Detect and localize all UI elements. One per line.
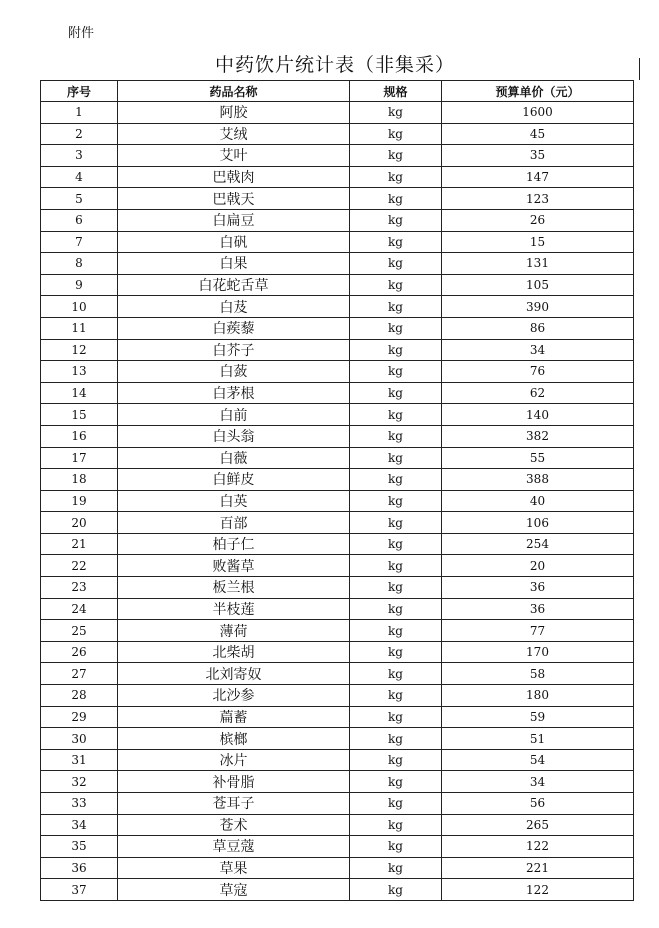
row-index: 22 [41, 555, 118, 577]
table-row [41, 728, 634, 750]
header-budget-price: 预算单价（元） [442, 81, 634, 102]
spec-unit: kg [350, 209, 442, 231]
table-row [41, 317, 634, 339]
budget-price: 265 [442, 814, 634, 836]
row-index: 10 [41, 296, 118, 318]
row-index: 34 [41, 814, 118, 836]
budget-price: 51 [442, 728, 634, 750]
table-row [41, 641, 634, 663]
drug-name: 草豆蔻 [118, 836, 350, 858]
drug-name: 苍术 [118, 814, 350, 836]
spec-unit: kg [350, 361, 442, 383]
drug-name: 槟榔 [118, 728, 350, 750]
row-index: 2 [41, 123, 118, 145]
budget-price: 122 [442, 836, 634, 858]
document-title: 中药饮片统计表（非集采） [214, 54, 455, 76]
table-row [41, 685, 634, 707]
spec-unit: kg [350, 102, 442, 124]
table-row [41, 253, 634, 275]
header-drug-name: 药品名称 [118, 81, 350, 102]
spec-unit: kg [350, 188, 442, 210]
table-row [41, 771, 634, 793]
table-row [41, 879, 634, 901]
spec-unit: kg [350, 404, 442, 426]
table-row [41, 188, 634, 210]
drug-name: 艾绒 [118, 123, 350, 145]
spec-unit: kg [350, 533, 442, 555]
row-index: 9 [41, 274, 118, 296]
row-index: 27 [41, 663, 118, 685]
table-row [41, 296, 634, 318]
drug-name: 白薇 [118, 447, 350, 469]
drug-name: 白茅根 [118, 382, 350, 404]
table-header-row [41, 81, 634, 102]
spec-unit: kg [350, 339, 442, 361]
spec-unit: kg [350, 836, 442, 858]
budget-price: 122 [442, 879, 634, 901]
spec-unit: kg [350, 685, 442, 707]
budget-price: 58 [442, 663, 634, 685]
table-row [41, 793, 634, 815]
budget-price: 105 [442, 274, 634, 296]
spec-unit: kg [350, 382, 442, 404]
drug-name: 白芨 [118, 296, 350, 318]
spec-unit: kg [350, 771, 442, 793]
row-index: 29 [41, 706, 118, 728]
table-row [41, 749, 634, 771]
table-row [41, 102, 634, 124]
spec-unit: kg [350, 296, 442, 318]
budget-price: 35 [442, 145, 634, 167]
row-index: 17 [41, 447, 118, 469]
spec-unit: kg [350, 512, 442, 534]
spec-unit: kg [350, 555, 442, 577]
spec-unit: kg [350, 123, 442, 145]
drug-name: 巴戟肉 [118, 166, 350, 188]
row-index: 19 [41, 490, 118, 512]
row-index: 32 [41, 771, 118, 793]
table-row [41, 274, 634, 296]
spec-unit: kg [350, 706, 442, 728]
budget-price: 34 [442, 339, 634, 361]
drug-name: 草寇 [118, 879, 350, 901]
row-index: 35 [41, 836, 118, 858]
budget-price: 254 [442, 533, 634, 555]
row-index: 33 [41, 793, 118, 815]
spec-unit: kg [350, 749, 442, 771]
budget-price: 26 [442, 209, 634, 231]
spec-unit: kg [350, 728, 442, 750]
drug-name: 阿胶 [118, 102, 350, 124]
drug-name: 巴戟天 [118, 188, 350, 210]
table-row [41, 361, 634, 383]
row-index: 23 [41, 577, 118, 599]
drug-name: 白英 [118, 490, 350, 512]
table-row [41, 209, 634, 231]
row-index: 24 [41, 598, 118, 620]
budget-price: 15 [442, 231, 634, 253]
table-row [41, 836, 634, 858]
herb-price-table [40, 80, 634, 901]
budget-price: 140 [442, 404, 634, 426]
budget-price: 36 [442, 598, 634, 620]
table-row [41, 339, 634, 361]
row-index: 20 [41, 512, 118, 534]
budget-price: 221 [442, 857, 634, 879]
row-index: 30 [41, 728, 118, 750]
row-index: 31 [41, 749, 118, 771]
budget-price: 62 [442, 382, 634, 404]
drug-name: 白矾 [118, 231, 350, 253]
drug-name: 白前 [118, 404, 350, 426]
spec-unit: kg [350, 447, 442, 469]
drug-name: 冰片 [118, 749, 350, 771]
drug-name: 艾叶 [118, 145, 350, 167]
header-spec: 规格 [350, 81, 442, 102]
row-index: 18 [41, 469, 118, 491]
row-index: 11 [41, 317, 118, 339]
budget-price: 106 [442, 512, 634, 534]
budget-price: 59 [442, 706, 634, 728]
row-index: 4 [41, 166, 118, 188]
spec-unit: kg [350, 317, 442, 339]
drug-name: 白蔹 [118, 361, 350, 383]
row-index: 21 [41, 533, 118, 555]
table-row [41, 577, 634, 599]
table-row [41, 231, 634, 253]
budget-price: 147 [442, 166, 634, 188]
budget-price: 76 [442, 361, 634, 383]
table-row [41, 533, 634, 555]
row-index: 8 [41, 253, 118, 275]
drug-name: 白花蛇舌草 [118, 274, 350, 296]
table-row [41, 145, 634, 167]
budget-price: 170 [442, 641, 634, 663]
table-row [41, 166, 634, 188]
spec-unit: kg [350, 231, 442, 253]
drug-name: 薄荷 [118, 620, 350, 642]
budget-price: 36 [442, 577, 634, 599]
spec-unit: kg [350, 490, 442, 512]
spec-unit: kg [350, 793, 442, 815]
budget-price: 56 [442, 793, 634, 815]
table-row [41, 512, 634, 534]
row-index: 5 [41, 188, 118, 210]
title-border-mark [639, 58, 640, 80]
row-index: 14 [41, 382, 118, 404]
spec-unit: kg [350, 857, 442, 879]
drug-name: 白鲜皮 [118, 469, 350, 491]
drug-name: 板兰根 [118, 577, 350, 599]
row-index: 6 [41, 209, 118, 231]
drug-name: 苍耳子 [118, 793, 350, 815]
drug-name: 白果 [118, 253, 350, 275]
table-row [41, 469, 634, 491]
drug-name: 柏子仁 [118, 533, 350, 555]
budget-price: 34 [442, 771, 634, 793]
table-row [41, 404, 634, 426]
row-index: 13 [41, 361, 118, 383]
spec-unit: kg [350, 641, 442, 663]
drug-name: 草果 [118, 857, 350, 879]
spec-unit: kg [350, 145, 442, 167]
budget-price: 388 [442, 469, 634, 491]
table-row [41, 706, 634, 728]
budget-price: 54 [442, 749, 634, 771]
row-index: 26 [41, 641, 118, 663]
budget-price: 77 [442, 620, 634, 642]
table-row [41, 382, 634, 404]
budget-price: 1600 [442, 102, 634, 124]
drug-name: 半枝莲 [118, 598, 350, 620]
table-row [41, 425, 634, 447]
table-row [41, 814, 634, 836]
spec-unit: kg [350, 577, 442, 599]
budget-price: 382 [442, 425, 634, 447]
spec-unit: kg [350, 425, 442, 447]
drug-name: 白头翁 [118, 425, 350, 447]
spec-unit: kg [350, 166, 442, 188]
budget-price: 180 [442, 685, 634, 707]
row-index: 37 [41, 879, 118, 901]
header-index: 序号 [41, 81, 118, 102]
table-row [41, 447, 634, 469]
budget-price: 86 [442, 317, 634, 339]
drug-name: 败酱草 [118, 555, 350, 577]
table-row [41, 620, 634, 642]
drug-name: 百部 [118, 512, 350, 534]
row-index: 28 [41, 685, 118, 707]
drug-name: 北沙参 [118, 685, 350, 707]
spec-unit: kg [350, 469, 442, 491]
row-index: 15 [41, 404, 118, 426]
budget-price: 45 [442, 123, 634, 145]
budget-price: 40 [442, 490, 634, 512]
table-row [41, 490, 634, 512]
row-index: 25 [41, 620, 118, 642]
budget-price: 123 [442, 188, 634, 210]
budget-price: 390 [442, 296, 634, 318]
drug-name: 北柴胡 [118, 641, 350, 663]
table-row [41, 555, 634, 577]
budget-price: 20 [442, 555, 634, 577]
attachment-label: 附件 [68, 26, 95, 41]
table-row [41, 857, 634, 879]
drug-name: 白芥子 [118, 339, 350, 361]
table-row [41, 123, 634, 145]
drug-name: 补骨脂 [118, 771, 350, 793]
spec-unit: kg [350, 814, 442, 836]
table-row [41, 598, 634, 620]
row-index: 36 [41, 857, 118, 879]
budget-price: 131 [442, 253, 634, 275]
drug-name: 白扁豆 [118, 209, 350, 231]
spec-unit: kg [350, 620, 442, 642]
row-index: 16 [41, 425, 118, 447]
spec-unit: kg [350, 274, 442, 296]
spec-unit: kg [350, 598, 442, 620]
spec-unit: kg [350, 253, 442, 275]
spec-unit: kg [350, 663, 442, 685]
row-index: 12 [41, 339, 118, 361]
drug-name: 萹蓄 [118, 706, 350, 728]
row-index: 3 [41, 145, 118, 167]
drug-name: 白蒺藜 [118, 317, 350, 339]
row-index: 7 [41, 231, 118, 253]
spec-unit: kg [350, 879, 442, 901]
row-index: 1 [41, 102, 118, 124]
drug-name: 北刘寄奴 [118, 663, 350, 685]
table-row [41, 663, 634, 685]
budget-price: 55 [442, 447, 634, 469]
